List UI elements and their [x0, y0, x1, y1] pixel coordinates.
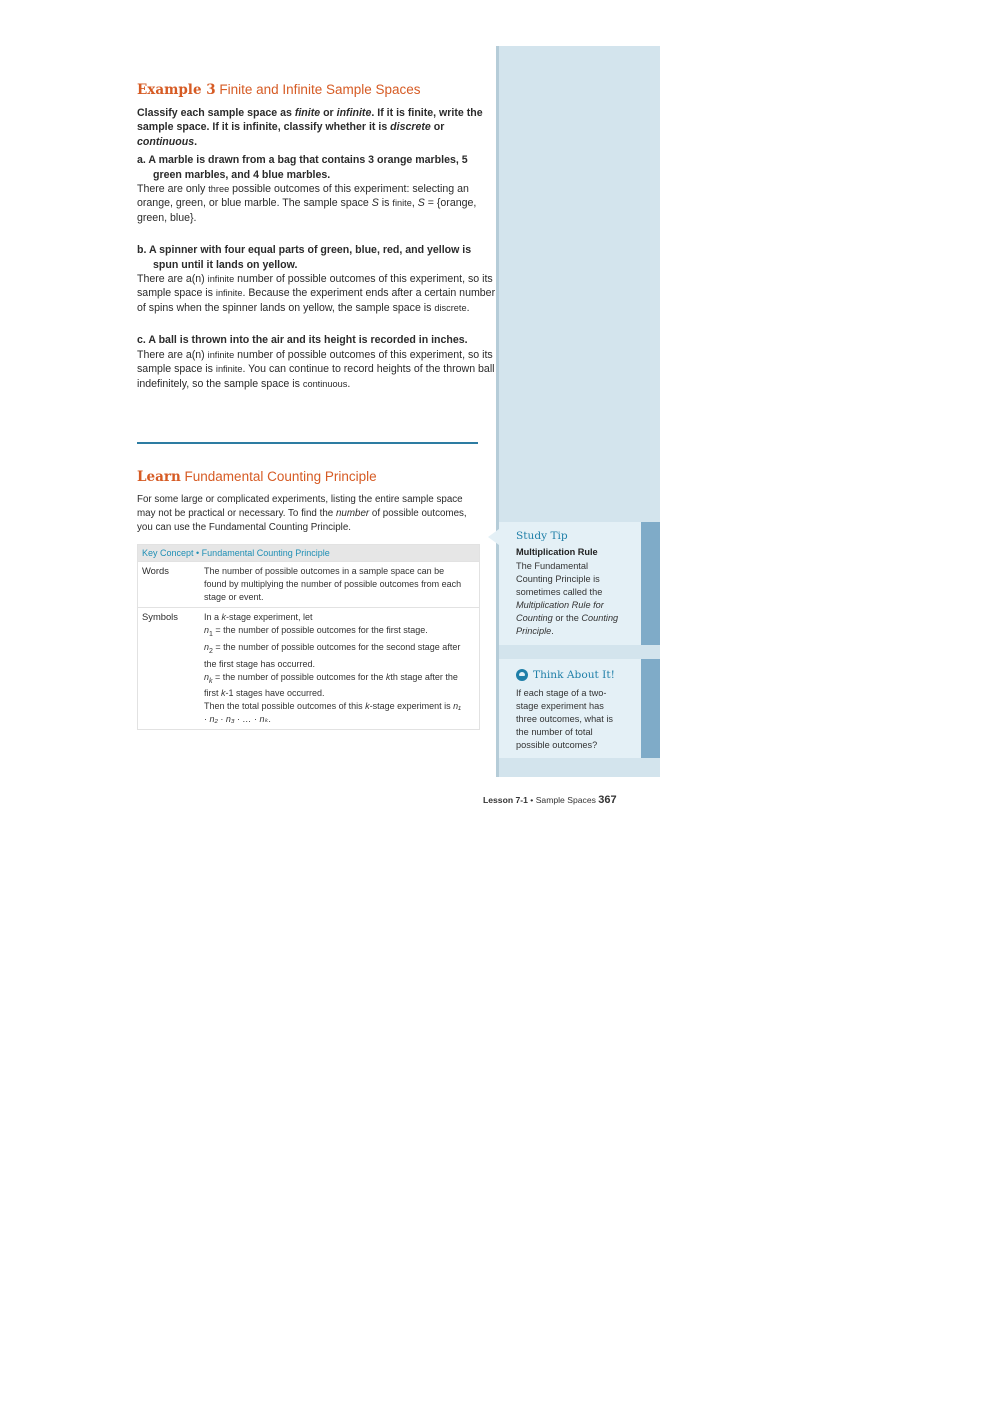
words-definition: The number of possible outcomes in a sample space can be found by multiplying the number of possible outcomes from each stage or event. [204, 566, 462, 602]
symbols-definition: In a k-stage experiment, let $n_1$ = the number of possible outcomes for the first stage. $n_2$ = the number of possible outcomes for the second stage after the first stage has occurred. $n_k$ = the number of possible outcomes for the kth stage after the first k-1 stages have occurred. Then the total possible outcomes of this k-stage experiment is n₁ · n₂ · n₃ · … · nₖ. [204, 612, 461, 725]
counting-formula: n₁ · n₂ · n₃ · … · nₖ [204, 701, 461, 725]
part-a-answer: There are only three possible outcomes of this experiment: selecting an orange, green, or blue marble. The sample space S is finite, S = {orange, green, blue}. [137, 183, 477, 224]
study-tip-title: Study Tip [516, 530, 568, 542]
think-about-it-bar [641, 659, 660, 758]
learn-intro: For some large or complicated experiments, listing the entire sample space may not be practical or necessary. To find the number of possible outcomes, you can use the Fundamental Counting Principle. [137, 494, 467, 533]
think-about-it-text: If each stage of a two-stage experiment has three outcomes, what is the number of total possible outcomes? [516, 688, 614, 750]
section-divider [137, 442, 478, 444]
key-concept-words-row [138, 561, 479, 607]
study-tip-subtitle: Multiplication Rule [516, 547, 598, 557]
think-about-it-title: Think About It! [533, 669, 615, 681]
key-concept-header: Key Concept • Fundamental Counting Principle [138, 545, 479, 561]
learn-heading [137, 467, 478, 487]
example-label: Example 3 [137, 82, 216, 98]
page-number: 367 [598, 794, 617, 806]
study-tip-text: The Fundamental Counting Principle is sometimes called the Multiplication Rule for Counting or the Counting Principle. [516, 561, 619, 636]
learn-label: Learn [137, 469, 181, 485]
study-tip-pointer [488, 529, 499, 545]
part-c [137, 333, 497, 391]
learn-section [137, 467, 478, 535]
key-concept-symbols-row [138, 607, 479, 729]
part-b-answer: There are a(n) infinite number of possible outcomes of this experiment, so its sample space is infinite. Because the experiment ends after a certain number of spins when the spinner lands on yellow, the sample space is discrete. [137, 273, 496, 314]
part-c-question: c. A ball is thrown into the air and its height is recorded in inches. [137, 334, 468, 347]
part-b-question: b. A spinner with four equal parts of green, blue, red, and yellow is spun until it lands on yellow. [137, 244, 472, 271]
think-about-it-heading [516, 669, 615, 681]
example-heading [137, 80, 497, 100]
thinking-head-icon [516, 669, 528, 681]
symbols-term: Symbols [142, 611, 178, 622]
part-a [137, 153, 497, 225]
key-concept-box [137, 544, 480, 730]
footer-lesson: Lesson 7-1 [483, 795, 528, 805]
words-term: Words [142, 565, 169, 576]
part-a-question: a. A marble is drawn from a bag that contains 3 orange marbles, 5 green marbles, and 4 blue marbles. [137, 154, 468, 181]
learn-title: Fundamental Counting Principle [184, 469, 377, 484]
part-c-answer: There are a(n) infinite number of possible outcomes of this experiment, so its sample space is infinite. You can continue to record heights of the thrown ball indefinitely, so the sample space is continuous. [137, 348, 495, 390]
page-footer: Lesson 7-1 • Sample Spaces 367 [483, 794, 617, 806]
example-title: Finite and Infinite Sample Spaces [219, 82, 421, 97]
footer-title: Sample Spaces [535, 795, 596, 805]
example-instruction: Classify each sample space as finite or infinite. If it is finite, write the sample space. If it is infinite, classify whether it is discrete or continuous. [137, 107, 483, 148]
study-tip-bar [641, 522, 660, 645]
part-b [137, 243, 497, 315]
example-section [137, 80, 497, 391]
